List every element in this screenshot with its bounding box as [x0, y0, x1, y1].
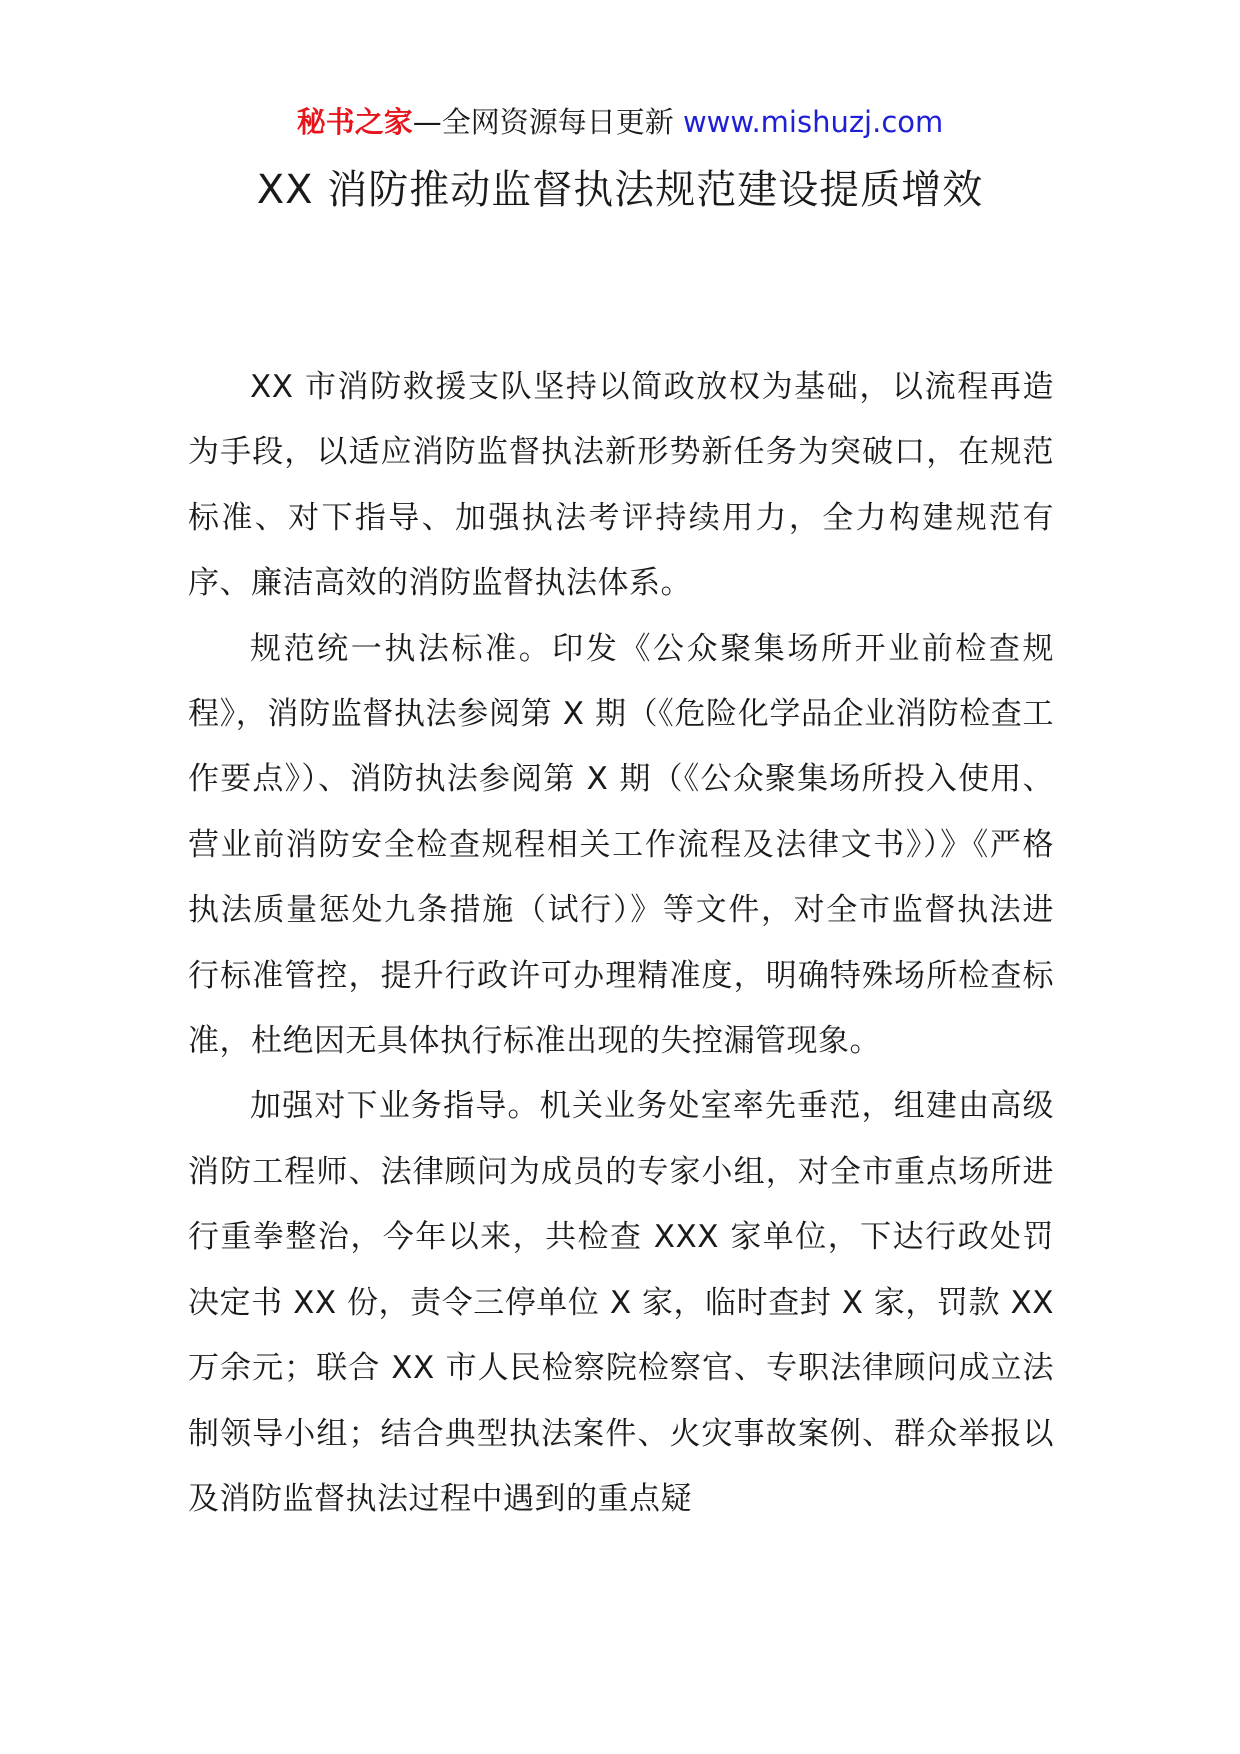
document-title: XX 消防推动监督执法规范建设提质增效 — [256, 167, 984, 213]
paragraph-guidance: 加强对下业务指导。机关业务处室率先垂范，组建由高级消防工程师、法律顾问为成员的专家小组，对全市重点场所进行重拳整治，今年以来，共检查 XXX 家单位，下达行政处罚决定书 XX 份，责令三停单位 X 家，临时查封 X 家，罚款 XX 万余元；联合 XX 市人民检察院检察官、专职法律顾问成立法制领导小组；结合典型执法案件、火灾事故案例、群众举报以及消防监督执法过程中遇到的重点疑 — [188, 1088, 1054, 1517]
document-body — [188, 355, 1054, 1532]
site-header — [0, 100, 1240, 144]
paragraph-intro: XX 市消防救援支队坚持以简政放权为基础，以流程再造为手段，以适应消防监督执法新形势新任务为突破口，在规范标准、对下指导、加强执法考评持续用力，全力构建规范有序、廉洁高效的消防监督执法体系。 — [188, 369, 1054, 602]
site-tagline: —全网资源每日更新 — [412, 105, 674, 139]
paragraph-standards: 规范统一执法标准。印发《公众聚集场所开业前检查规程》，消防监督执法参阅第 X 期（《危险化学品企业消防检查工作要点》）、消防执法参阅第 X 期（《公众聚集场所投入使用、营业前消防安全检查规程相关工作流程及法律文书》）》《严格执法质量惩处九条措施（试行）》等文件，对全市监督执法进行标准管控，提升行政许可办理精准度，明确特殊场所检查标准，杜绝因无具体执行标准出现的失控漏管现象。 — [188, 630, 1054, 1060]
site-url-link[interactable]: www.mishuzj.com — [682, 105, 944, 139]
site-brand: 秘书之家 — [296, 105, 413, 139]
